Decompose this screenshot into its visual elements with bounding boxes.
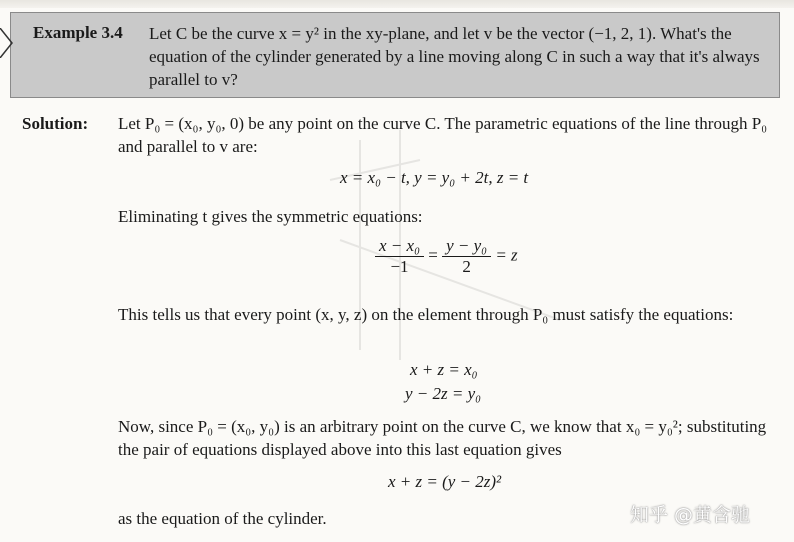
equation-3b: y − 2z = y₀ <box>405 384 482 403</box>
solution-paragraph-5: as the equation of the cylinder. <box>118 509 327 528</box>
solution-paragraph-3: This tells us that every point (x, y, z) on the element through P₀ must satisfy the equations: <box>118 305 734 324</box>
example-label: Example 3.4 <box>33 23 123 42</box>
cylinder-equation: x + z = (y − 2z)² <box>388 472 502 491</box>
arrow-marker-icon <box>0 28 14 58</box>
watermark: 知乎 @黄含驰 <box>630 504 751 526</box>
symmetric-rhs: = z <box>495 245 518 265</box>
fraction-y-denominator: 2 <box>462 257 471 276</box>
fraction-x-numerator: x − x₀ <box>375 236 424 257</box>
symmetric-equations: $\frac{\text{x − x₀}}{-1}$ = $\frac{\text{y − y₀}}{2}$ = z <box>375 236 518 277</box>
fraction-y-numerator: y − y₀ <box>442 236 491 257</box>
example-statement: Let C be the curve x = y² in the xy-plane, and let v be the vector (−1, 2, 1). What's the equation of the cylinder generated by a line moving along C in such a way that it's always parallel to v? <box>149 24 760 89</box>
example-box <box>10 12 780 98</box>
fraction-y <box>442 236 491 277</box>
solution-paragraph-2: Eliminating t gives the symmetric equations: <box>118 207 423 226</box>
solution-paragraph-4: Now, since P₀ = (x₀, y₀) is an arbitrary point on the curve C, we know that x₀ = y₀²; substituting the pair of equations displayed above into this last equation gives <box>118 417 767 459</box>
solution-label: Solution: <box>22 114 89 133</box>
page-edge <box>0 0 794 8</box>
solution-paragraph-1: Let P₀ = (x₀, y₀, 0) be any point on the curve C. The parametric equations of the line through P₀ and parallel to v are: <box>118 114 768 156</box>
equation-3a: x + z = x₀ <box>410 360 478 379</box>
fraction-x <box>375 236 424 277</box>
parametric-equations: x = x₀ − t, y = y₀ + 2t, z = t <box>340 168 529 187</box>
fraction-x-denominator: −1 <box>390 257 409 276</box>
